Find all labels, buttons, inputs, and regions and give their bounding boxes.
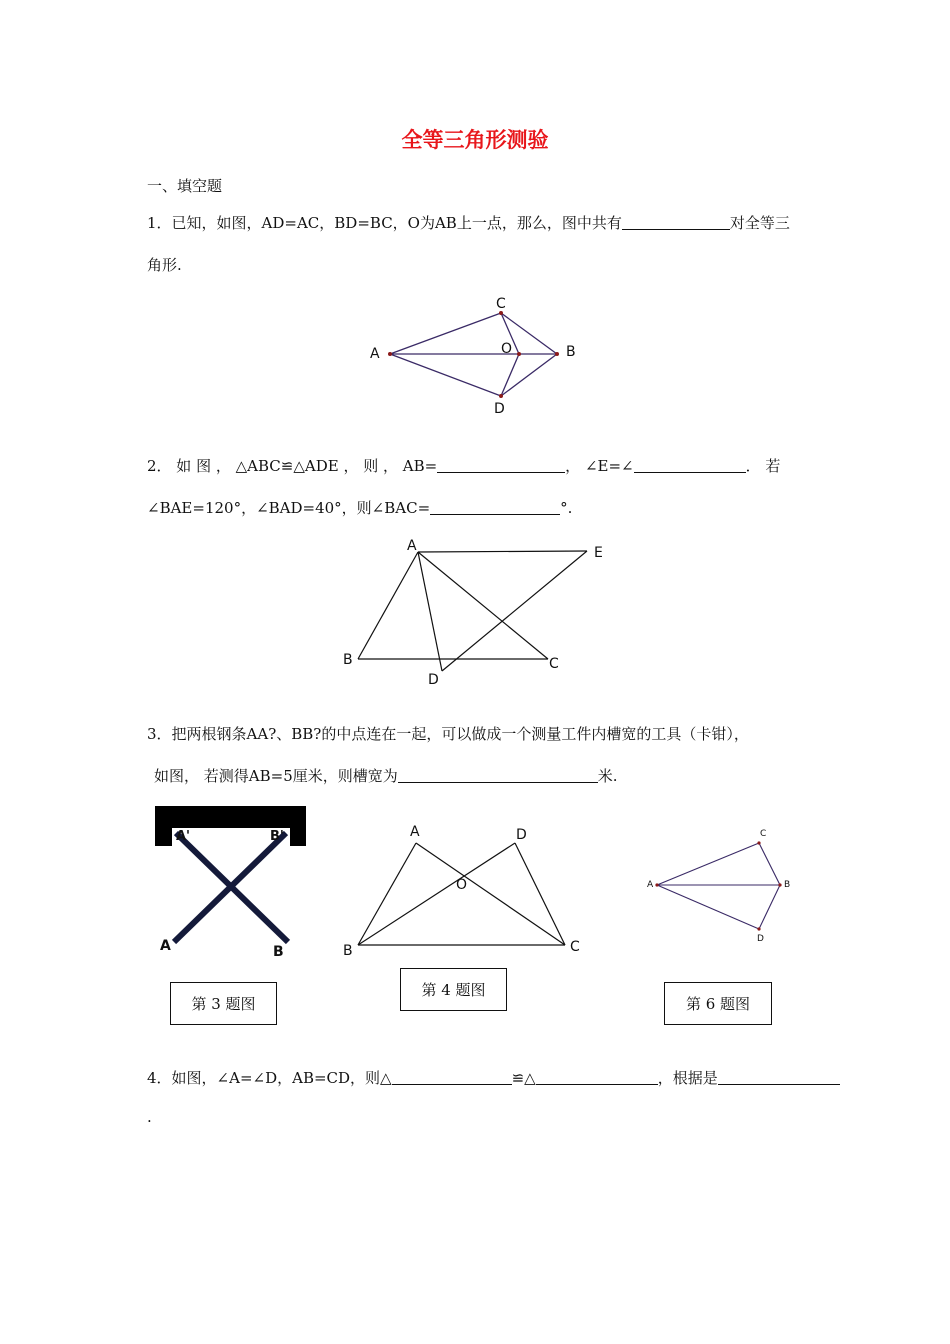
q2-text-2: ， ∠E=∠ [565, 457, 634, 475]
q4-fig-label-d: D [516, 827, 527, 843]
q3-line2-pre: 如图， 若测得AB=5厘米，则槽宽为 [154, 767, 398, 785]
q4-text-post: ，根据是 [657, 1069, 718, 1087]
q4-fig-label-c: C [570, 939, 580, 955]
q2-label-e: E [594, 545, 603, 561]
q4-fig-label-a: A [410, 824, 420, 840]
q2-text-3: ． 若 [745, 457, 781, 475]
q1-text-post: 对全等三 [729, 214, 790, 232]
q2-label-d: D [428, 672, 439, 688]
q1-label-c: C [496, 296, 506, 312]
q2-label-a: A [407, 538, 417, 554]
q2-line2-pre: ∠BAE=120°，∠BAD=40°，则∠BAC= [147, 499, 431, 517]
q4-text-pre: 4．如图，∠A=∠D，AB=CD，则△ [147, 1069, 392, 1087]
q1-label-b: B [566, 344, 576, 360]
caption-fig3: 第 3 题图 [170, 982, 277, 1025]
question-4-line-1 [147, 1067, 840, 1088]
caliper-label-b: B [273, 944, 284, 960]
q6-fig-label-c: C [760, 829, 767, 839]
q4-fig-label-o: O [456, 877, 468, 893]
question-3-line-1: 3．把两根钢条AA?、BB?的中点连在一起，可以做成一个测量工件内槽宽的工具（卡钳）， [147, 725, 749, 743]
q4-text-mid: ≌△ [511, 1069, 536, 1087]
caption-fig4: 第 4 题图 [400, 968, 507, 1011]
caliper-label-a: A [160, 938, 171, 954]
question-1-line-2: 角形. [147, 256, 182, 274]
question-4-line-2: . [147, 1108, 152, 1126]
q1-label-a: A [370, 346, 380, 362]
q6-fig-label-b: B [784, 880, 791, 890]
q4-blank-triangle-1[interactable] [392, 1070, 512, 1085]
q2-text-1: 2． 如 图 ， △ABC≌△ADE ， 则 ， AB= [147, 457, 438, 475]
section-heading: 一、填空题 [147, 177, 223, 195]
caption-fig6: 第 6 题图 [664, 982, 772, 1025]
q6-fig-label-d: D [757, 934, 764, 944]
caliper-label-b-prime: B' [270, 829, 284, 844]
page-title: 全等三角形测验 [401, 128, 549, 152]
q4-blank-triangle-2[interactable] [536, 1070, 658, 1085]
q2-label-b: B [343, 652, 353, 668]
q1-label-o: O [501, 341, 513, 357]
q4-fig-label-b: B [343, 943, 353, 959]
q2-label-c: C [549, 656, 559, 672]
caliper-label-a-prime: A' [176, 829, 191, 844]
q2-line2-post: °. [560, 499, 573, 517]
q1-text-pre: 1．已知，如图，AD=AC，BD=BC，O为AB上一点，那么，图中共有 [147, 214, 622, 232]
q6-fig-label-a: A [647, 880, 654, 890]
q4-blank-reason[interactable] [718, 1070, 840, 1085]
q1-label-d: D [494, 401, 505, 417]
q3-line2-post: 米. [597, 767, 618, 785]
